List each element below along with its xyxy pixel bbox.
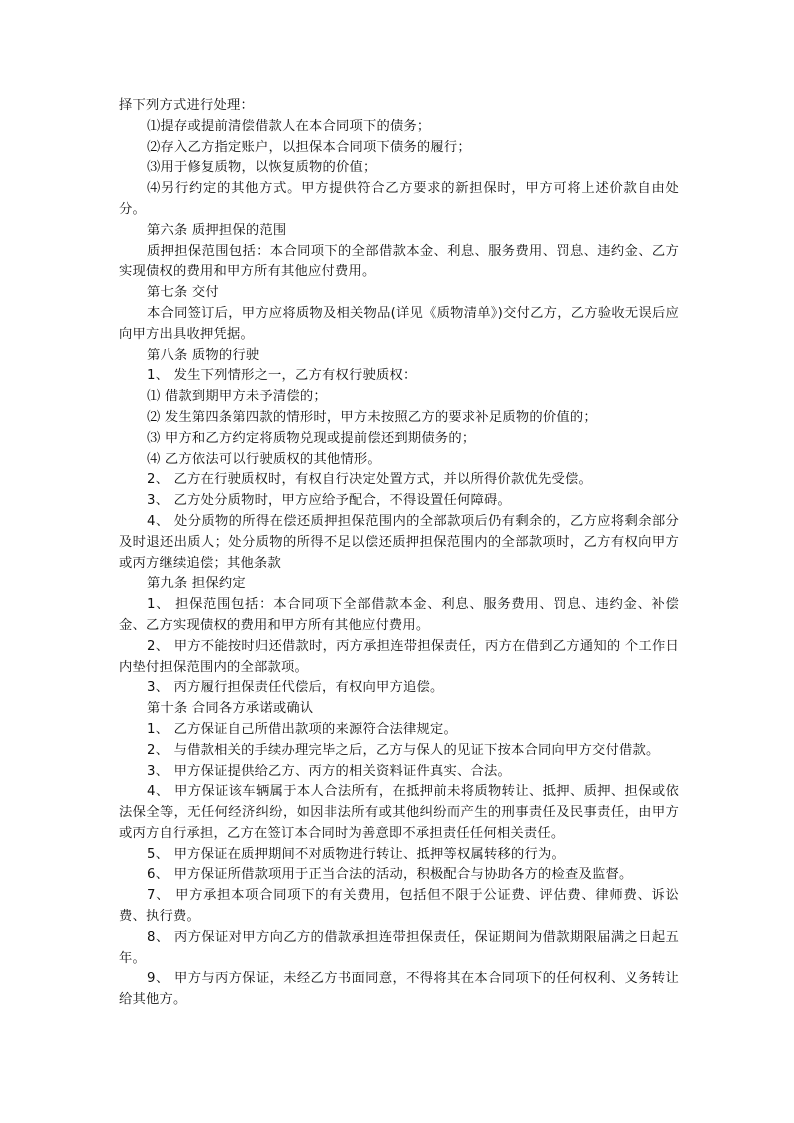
paragraph: ⑴提存或提前清偿借款人在本合同项下的债务； bbox=[147, 118, 431, 134]
paragraph: 质押担保范围包括：本合同项下的全部借款本金、利息、服务费用、罚息、违约金、乙方实现债权的费用和甲方所有其他应付费用。 bbox=[119, 243, 679, 280]
paragraph: ⑷另行约定的其他方式。甲方提供符合乙方要求的新担保时，甲方可将上述价款自由处分。 bbox=[119, 181, 679, 217]
section-heading: 第十条 合同各方承诺或确认 bbox=[147, 701, 314, 717]
paragraph: 9、 甲方与丙方保证，未经乙方书面同意，不得将其在本合同项下的任何权利、义务转让给其他方。 bbox=[119, 971, 679, 1008]
section-heading: 第八条 质物的行驶 bbox=[147, 347, 260, 363]
document-page bbox=[119, 96, 679, 1011]
paragraph: 2、 与借款相关的手续办理完毕之后，乙方与保人的见证下按本合同向甲方交付借款。 bbox=[147, 742, 660, 758]
section-heading: 第九条 担保约定 bbox=[147, 576, 246, 592]
paragraph: 5、 甲方保证在质押期间不对质物进行转让、抵押等权属转移的行为。 bbox=[147, 846, 565, 862]
paragraph: 1、 乙方保证自己所借出款项的来源符合法律规定。 bbox=[147, 721, 458, 737]
paragraph: 本合同签订后，甲方应将质物及相关物品(详见《质物清单》)交付乙方，乙方验收无误后应向甲方出具收押凭据。 bbox=[119, 305, 679, 342]
paragraph: ⑵存入乙方指定账户，以担保本合同项下债务的履行； bbox=[147, 139, 471, 155]
paragraph: 3、 甲方保证提供给乙方、丙方的相关资料证件真实、合法。 bbox=[147, 763, 512, 779]
paragraph: ⑴ 借款到期甲方未予清偿的； bbox=[147, 389, 327, 405]
section-heading: 第七条 交付 bbox=[147, 285, 219, 301]
paragraph: 4、 处分质物的所得在偿还质押担保范围内的全部款项后仍有剩余的，乙方应将剩余部分及时退还出质人；处分质物的所得不足以偿还质押担保范围内的全部款项时，乙方有权向甲方或丙方继续追偿；其他条款 bbox=[119, 513, 679, 571]
paragraph: ⑵ 发生第四条第四款的情形时，甲方未按照乙方的要求补足质物的价值的； bbox=[147, 409, 597, 425]
paragraph: 2、 甲方不能按时归还借款时，丙方承担连带担保责任，丙方在借到乙方通知的 个工作日内垫付担保范围内的全部款项。 bbox=[119, 638, 679, 675]
paragraph: 6、 甲方保证所借款项用于正当合法的活动，积极配合与协助各方的检查及监督。 bbox=[147, 867, 633, 883]
section-heading: 第六条 质押担保的范围 bbox=[147, 222, 287, 238]
paragraph: 择下列方式进行处理： bbox=[119, 98, 254, 113]
paragraph: 1、 发生下列情形之一，乙方有权行驶质权： bbox=[147, 368, 417, 384]
paragraph: 4、 甲方保证该车辆属于本人合法所有，在抵押前未将质物转让、抵押、质押、担保或依法保全等，无任何经济纠纷，如因非法所有或其他纠纷而产生的刑事责任及民事责任，由甲方或丙方自行承担，乙方在签订本合同时为善意即不承担责任任何相关责任。 bbox=[119, 784, 679, 841]
paragraph: 3、 乙方处分质物时，甲方应给予配合，不得设置任何障碍。 bbox=[147, 493, 512, 509]
paragraph: 3、 丙方履行担保责任代偿后，有权向甲方追偿。 bbox=[147, 680, 444, 696]
paragraph: 2、 乙方在行驶质权时，有权自行决定处置方式，并以所得价款优先受偿。 bbox=[147, 472, 592, 488]
paragraph: ⑷ 乙方依法可以行驶质权的其他情形。 bbox=[147, 451, 381, 467]
paragraph: ⑶ 甲方和乙方约定将质物兑现或提前偿还到期债务的； bbox=[147, 430, 476, 446]
paragraph: 7、 甲方承担本项合同项下的有关费用，包括但不限于公证费、评估费、律师费、诉讼费、执行费。 bbox=[119, 888, 679, 925]
paragraph: 1、 担保范围包括：本合同项下全部借款本金、利息、服务费用、罚息、违约金、补偿金、乙方实现债权的费用和甲方所有其他应付费用。 bbox=[119, 597, 679, 633]
paragraph: ⑶用于修复质物，以恢复质物的价值； bbox=[147, 160, 377, 176]
paragraph: 8、 丙方保证对甲方向乙方的借款承担连带担保责任，保证期间为借款期限届满之日起五年。 bbox=[119, 929, 679, 966]
